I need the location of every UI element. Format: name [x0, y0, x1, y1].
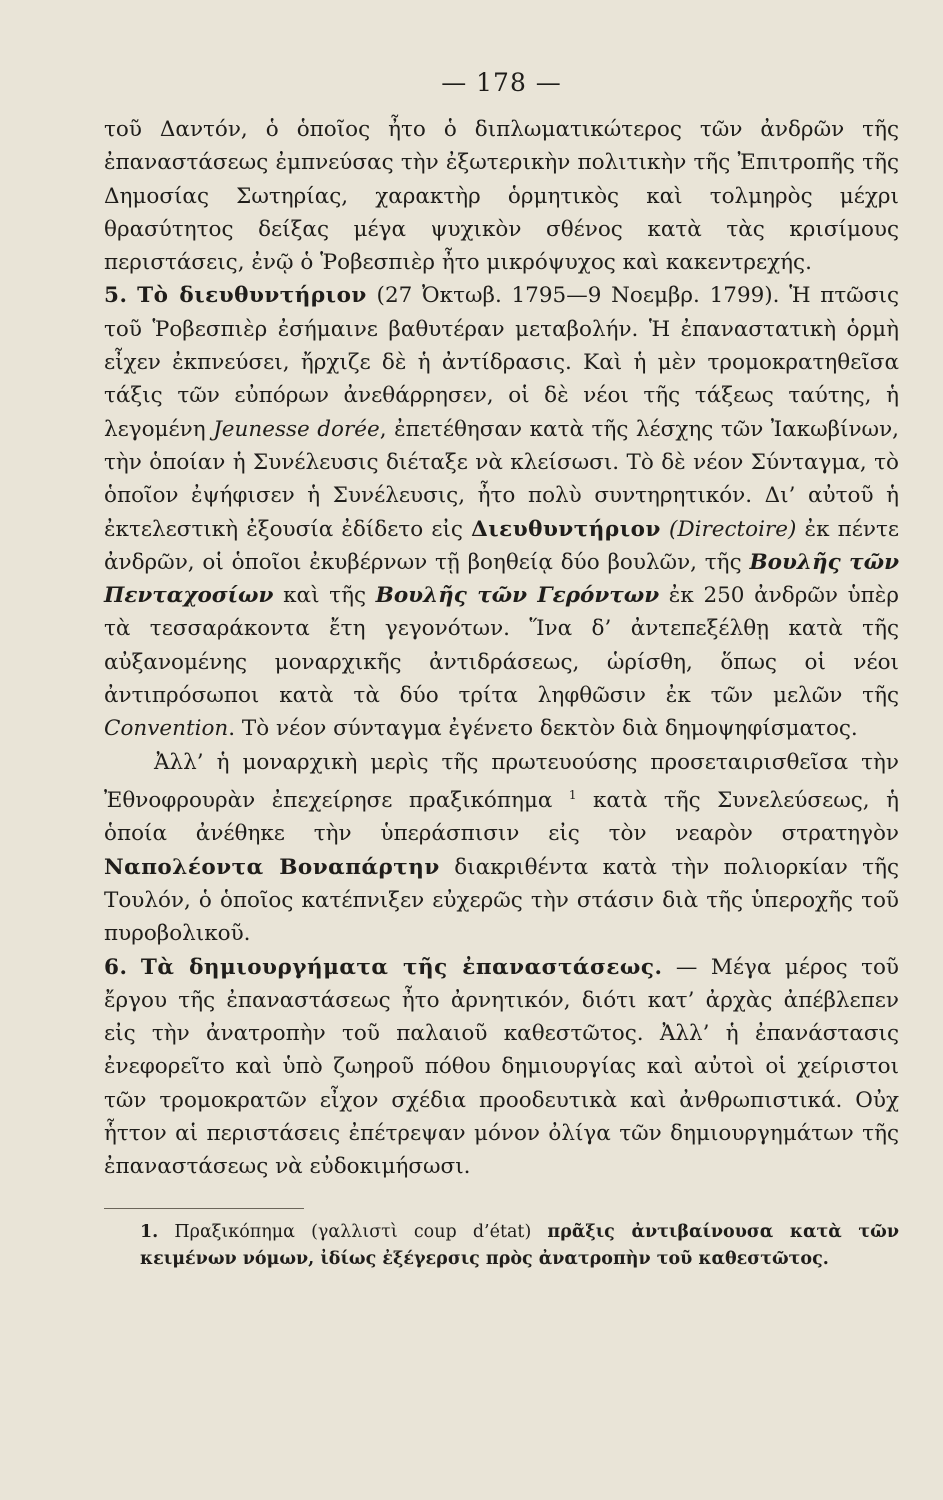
section-5-text-2: , ἐπετέθησαν κατὰ τῆς λέσχης τῶν Ἰακωβίνων, τὴν ὁποίαν ἡ Συνέλευσις διέταξε νὰ κλείσωσι. Τὸ δὲ νέον Σύνταγμα, τὸ ὁποῖον ἐψήφισεν ἡ Συνέλευσις, ἦτο πολὺ συντηρητικόν. Δι’ αὐτοῦ ἡ ἐκτελεστικὴ ἐξουσία ἐδίδετο εἰς: [104, 416, 899, 542]
section-creations: [104, 951, 899, 1184]
section-5-number: 5.: [104, 283, 128, 309]
footnote-definition: πρᾶξις ἀντιβαίνουσα κατὰ τῶν κειμένων νόμων, ἰδίως ἐξέγερσις πρὸς ἀνατροπὴν τοῦ καθεστῶτος.: [140, 1221, 899, 1269]
napoleon-text-3: διακριθέντα κατὰ τὴν πολιορκίαν τῆς Τουλόν, ὁ ὁποῖος κατέπνιξεν εὐχερῶς τὴν στάσιν διὰ τῆς ὑπεροχῆς τοῦ πυροβολικοῦ.: [104, 854, 899, 947]
page-number: — 178 —: [441, 68, 562, 97]
council-elders-term: Βουλῆς τῶν Γερόντων: [375, 583, 660, 609]
directoire-term: (Directoire): [669, 516, 797, 542]
section-5-text-1: (27 Ὀκτωβ. 1795—9 Νοεμβρ. 1799). Ἡ πτῶσις τοῦ Ῥοβεσπιὲρ ἐσήμαινε βαθυτέραν μεταβολήν. Ἡ ἐπαναστατικὴ ὁρμὴ εἶχεν ἐκπνεύσει, ἤρχιζε δὲ ἡ ἀντίδρασις. Καὶ ἡ μὲν τρομοκρατηθεῖσα τάξις τῶν εὐπόρων ἀνεθάρρησεν, οἱ δὲ νέοι τῆς τάξεως ταύτης, ἡ λεγομένη: [104, 283, 899, 442]
jeunesse-doree: Jeunesse dorée: [213, 416, 380, 442]
footnote: [104, 1219, 899, 1273]
section-5-text-6: . Τὸ νέον σύνταγμα ἐγένετο δεκτὸν διὰ δημοψηφίσματος.: [228, 716, 858, 742]
footnote-marker: 1: [568, 787, 577, 802]
section-5-text-3: ἐκ πέντε ἀνδρῶν, οἱ ὁποῖοι ἐκυβέρνων τῇ βοηθείᾳ δύο βουλῶν, τῆς: [104, 516, 900, 575]
section-5-text-5: ἐκ 250 ἀνδρῶν ὑπὲρ τὰ τεσσαράκοντα ἔτη γεγονότων. Ἵνα δ’ ἀντεπεξέλθῃ κατὰ τῆς αὐξανομένης μοναρχικῆς ἀντιδράσεως, ὡρίσθη, ὅπως οἱ νέοι ἀντιπρόσωποι κατὰ τὰ δύο τρίτα ληφθῶσιν ἐκ τῶν μελῶν τῆς: [104, 583, 899, 709]
section-6-number: 6.: [104, 954, 128, 980]
section-6-text: — Μέγα μέρος τοῦ ἔργου τῆς ἐπαναστάσεως ἦτο ἀρνητικόν, διότι κατ’ ἀρχὰς ἀπέβλεπεν εἰς τὴν ἀνατροπὴν τοῦ παλαιοῦ καθεστῶτος. Ἀλλ’ ἡ ἐπανάστασις ἐνεφορεῖτο καὶ ὑπὸ ζωηροῦ πόθου δημιουργίας καὶ αὐτοὶ οἱ χείριστοι τῶν τρομοκρατῶν εἶχον σχέδια προοδευτικὰ καὶ ἀνθρωπιστικά. Οὐχ ἧττον αἱ περιστάσεις ἐπέτρεψαν μόνον ὀλίγα τῶν δημιουργημάτων τῆς ἐπαναστάσεως νὰ εὐδοκιμήσωσι.: [104, 954, 899, 1180]
directory-term: Διευθυντήριον: [471, 516, 661, 542]
footnote-number: 1.: [140, 1221, 159, 1242]
paragraph-napoleon: [104, 746, 899, 951]
napoleon-text-1: Ἀλλ’ ἡ μοναρχικὴ μερὶς τῆς πρωτευούσης προσεταιρισθεῖσα τὴν Ἐθνοφρουρὰν ἐπεχείρησε πραξικόπημα: [104, 749, 899, 814]
napoleon-text-2: κατὰ τῆς Συνελεύσεως, ἡ ὁποία ἀνέθηκε τὴν ὑπεράσπισιν εἰς τὸν νεαρὸν στρατηγὸν: [104, 788, 899, 847]
convention-term: Convention: [104, 716, 229, 742]
section-5-text-4: καὶ τῆς: [273, 583, 376, 609]
section-5-title: Τὸ διευθυντήριον: [137, 283, 367, 309]
footnote-term: Πραξικόπημα (γαλλιστὶ coup d’état): [158, 1221, 548, 1242]
council-500-term: Βουλῆς τῶν Πενταχοσίων: [104, 549, 899, 609]
section-directory: [104, 279, 899, 745]
footnote-divider: [104, 1208, 304, 1209]
paragraph-danton: τοῦ Δαντόν, ὁ ὁποῖος ἦτο ὁ διπλωματικώτερος τῶν ἀνδρῶν τῆς ἐπαναστάσεως ἐμπνεύσας τὴν ἐξωτερικὴν πολιτικὴν τῆς Ἐπιτροπῆς τῆς Δημοσίας Σωτηρίας, χαρακτὴρ ὁρμητικὸς καὶ τολμηρὸς μέχρι θρασύτητος δείξας μέγα ψυχικὸν σθένος κατὰ τὰς κρισίμους περιστάσεις, ἐνῷ ὁ Ῥοβεσπιὲρ ἦτο μικρόψυχος καὶ κακεντρεχής.: [104, 117, 899, 276]
section-6-title: Τὰ δημιουργήματα τῆς ἐπαναστάσεως.: [140, 954, 663, 980]
napoleon-name: Ναπολέοντα Βοναπάρτην: [104, 854, 440, 880]
